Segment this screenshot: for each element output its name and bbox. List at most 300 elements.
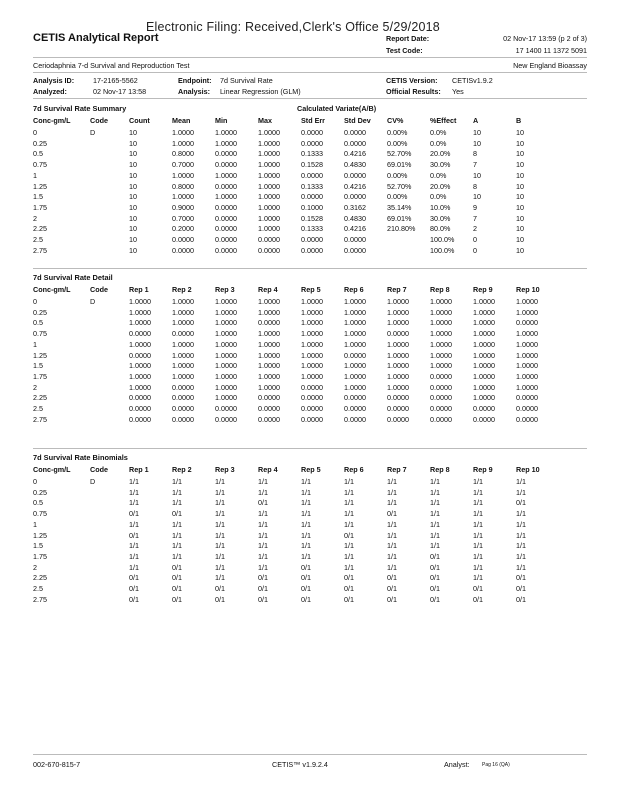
table-cell <box>90 171 129 182</box>
table-cell: 1.0000 <box>258 382 280 392</box>
table-cell: 1.0000 <box>129 307 151 317</box>
table-cell: 30.0% <box>430 213 451 223</box>
table-row <box>33 488 556 499</box>
table-row <box>33 361 556 372</box>
table-cell: 8 <box>473 181 477 191</box>
table-cell: 0/1 <box>430 594 440 604</box>
table-cell: 0.0000 <box>344 138 366 148</box>
table-cell: 0.0000 <box>344 192 366 202</box>
binomials-table <box>33 464 556 605</box>
table-cell: 0 <box>473 245 477 255</box>
column-header: Rep 1 <box>129 465 149 475</box>
table-cell: 1.0000 <box>215 382 237 392</box>
table-cell: 0.00% <box>387 138 408 148</box>
table-cell <box>90 351 129 362</box>
table-cell: 0.0000 <box>215 414 237 424</box>
table-cell: 1/1 <box>215 530 225 540</box>
table-cell: 0.0000 <box>258 318 280 328</box>
table-cell: 2.75 <box>33 414 47 424</box>
table-cell: 1/1 <box>473 530 483 540</box>
table-cell: 1.0000 <box>172 361 194 371</box>
table-row <box>33 128 556 139</box>
table-cell: 1.0000 <box>430 361 452 371</box>
table-cell: 1.0000 <box>129 371 151 381</box>
table-cell: 1/1 <box>430 487 440 497</box>
table-cell: 1/1 <box>344 487 354 497</box>
table-cell: 1.0000 <box>129 297 151 306</box>
table-row <box>33 509 556 520</box>
table-cell: 0.0000 <box>301 235 323 245</box>
column-header: Mean <box>172 116 191 126</box>
table-cell: 10 <box>473 170 481 180</box>
table-cell: 0/1 <box>172 573 182 583</box>
table-cell: 1/1 <box>473 487 483 497</box>
table-cell: 1/1 <box>344 541 354 551</box>
table-cell: 80.0% <box>430 224 451 234</box>
table-row <box>33 584 556 595</box>
table-cell: 1/1 <box>301 530 311 540</box>
table-cell: 10.0% <box>430 202 451 212</box>
table-cell: 0.0% <box>430 128 447 137</box>
table-cell: 0.0000 <box>215 245 237 255</box>
column-header: Rep 4 <box>258 465 278 475</box>
table-cell: 2.75 <box>33 245 47 255</box>
table-cell: 0.0000 <box>344 170 366 180</box>
table-cell: 1/1 <box>344 562 354 572</box>
table-cell: 10 <box>129 202 137 212</box>
table-cell: 0.0% <box>430 138 447 148</box>
table-cell: 2 <box>33 382 37 392</box>
table-cell: 1.0000 <box>473 329 495 339</box>
table-cell: 0.0000 <box>258 245 280 255</box>
column-header: Rep 10 <box>516 465 540 475</box>
table-header-row <box>33 464 556 477</box>
table-cell: 1.0000 <box>258 202 280 212</box>
table-row <box>33 318 556 329</box>
table-cell: 0.7000 <box>172 160 194 170</box>
table-cell <box>90 246 129 257</box>
test-code-label: Test Code: <box>386 46 423 55</box>
table-cell: 0.0000 <box>215 181 237 191</box>
table-cell: 1/1 <box>387 530 397 540</box>
table-cell <box>90 573 129 584</box>
analysis-id-value: 17-2165-5562 <box>93 76 138 85</box>
table-cell: 1/1 <box>215 541 225 551</box>
table-cell: 1/1 <box>387 562 397 572</box>
table-cell: 0.75 <box>33 329 47 339</box>
table-cell: 0.0000 <box>215 202 237 212</box>
divider <box>33 98 587 99</box>
table-cell: 1/1 <box>387 477 397 486</box>
table-cell: 1.0000 <box>258 181 280 191</box>
table-cell: 1/1 <box>473 551 483 561</box>
table-row <box>33 573 556 584</box>
table-cell: 1/1 <box>344 498 354 508</box>
table-cell: 0.0000 <box>301 404 323 414</box>
summary-subtitle: Calculated Variate(A/B) <box>297 104 377 113</box>
table-cell: 0.8000 <box>172 181 194 191</box>
table-cell <box>90 340 129 351</box>
table-cell: 1.0000 <box>516 329 538 339</box>
test-code-value: 17 1400 11 1372 5091 <box>515 46 587 55</box>
table-cell: 0.0000 <box>344 404 366 414</box>
table-cell: 10 <box>129 160 137 170</box>
table-cell: D <box>90 297 96 306</box>
table-cell: 0/1 <box>387 594 397 604</box>
table-cell: 1/1 <box>258 562 268 572</box>
table-cell: 1.0000 <box>301 329 323 339</box>
table-cell: 0/1 <box>301 594 311 604</box>
table-cell <box>90 520 129 531</box>
table-cell: 1.0000 <box>172 307 194 317</box>
table-cell: 1.0000 <box>430 329 452 339</box>
table-cell: 0.25 <box>33 487 47 497</box>
table-cell: 10 <box>129 170 137 180</box>
table-cell: 0.0000 <box>387 393 409 403</box>
table-cell: 1.75 <box>33 202 47 212</box>
table-cell: 10 <box>129 235 137 245</box>
table-cell: 52.70% <box>387 181 412 191</box>
column-header: Conc-gm/L <box>33 285 71 295</box>
table-cell: 0/1 <box>129 530 139 540</box>
column-header: Code <box>90 116 108 126</box>
table-cell: 1.0000 <box>172 339 194 349</box>
table-cell: 0.25 <box>33 138 47 148</box>
table-cell: 7 <box>473 213 477 223</box>
table-cell: 1.0000 <box>129 339 151 349</box>
table-cell: 0 <box>473 235 477 245</box>
table-cell: 1.0000 <box>473 382 495 392</box>
table-cell: 0/1 <box>129 573 139 583</box>
table-cell: 0/1 <box>129 594 139 604</box>
table-cell <box>387 246 430 257</box>
table-cell: 1.0000 <box>473 339 495 349</box>
cetis-version-value: CETISv1.9.2 <box>452 76 493 85</box>
column-header: Rep 7 <box>387 465 407 475</box>
table-cell: 0.0000 <box>301 138 323 148</box>
analysis-id-label: Analysis ID: <box>33 76 75 85</box>
table-cell: 1.0000 <box>387 318 409 328</box>
table-cell <box>90 149 129 160</box>
table-cell: 1.0000 <box>258 192 280 202</box>
table-cell: 0/1 <box>301 573 311 583</box>
table-cell: 0.0000 <box>473 414 495 424</box>
table-cell: 0/1 <box>129 509 139 519</box>
table-cell: 1/1 <box>172 551 182 561</box>
table-cell: 0.0000 <box>172 414 194 424</box>
table-cell: 0.9000 <box>172 202 194 212</box>
table-cell: 1/1 <box>258 519 268 529</box>
divider <box>33 57 587 58</box>
table-cell <box>90 404 129 415</box>
table-cell: 10 <box>129 149 137 159</box>
table-cell: 1/1 <box>129 541 139 551</box>
column-header: Rep 7 <box>387 285 407 295</box>
table-row <box>33 224 556 235</box>
table-row <box>33 477 556 488</box>
table-cell: 1/1 <box>473 541 483 551</box>
table-cell: 1/1 <box>516 562 526 572</box>
table-cell: 0/1 <box>258 594 268 604</box>
table-row <box>33 552 556 563</box>
table-cell: 0.2000 <box>172 224 194 234</box>
table-row <box>33 541 556 552</box>
table-cell: 10 <box>129 128 137 137</box>
table-cell: 0.0000 <box>172 382 194 392</box>
table-cell: 0/1 <box>516 584 526 594</box>
table-row <box>33 297 556 308</box>
table-cell: 1.0000 <box>258 307 280 317</box>
table-cell: 1/1 <box>430 498 440 508</box>
table-cell: 1/1 <box>258 530 268 540</box>
table-cell: 0/1 <box>172 584 182 594</box>
table-cell: 0/1 <box>516 594 526 604</box>
table-cell: 9 <box>473 202 477 212</box>
summary-table <box>33 115 556 256</box>
table-cell: 1.0000 <box>387 371 409 381</box>
table-cell: 0/1 <box>172 562 182 572</box>
table-cell: 1/1 <box>516 541 526 551</box>
table-cell: 1/1 <box>258 477 268 486</box>
table-cell: 1.0000 <box>215 393 237 403</box>
table-cell: 1/1 <box>387 519 397 529</box>
column-header: Code <box>90 285 108 295</box>
table-cell: 1.0000 <box>387 350 409 360</box>
column-header: Rep 8 <box>430 285 450 295</box>
table-cell: 1/1 <box>215 562 225 572</box>
table-cell: 1.0000 <box>129 361 151 371</box>
table-cell: 1/1 <box>258 487 268 497</box>
column-header: Rep 4 <box>258 285 278 295</box>
table-cell: 1.0000 <box>129 382 151 392</box>
table-cell: 10 <box>516 170 524 180</box>
divider <box>33 72 587 73</box>
table-cell: 1.0000 <box>430 307 452 317</box>
cetis-version-label: CETIS Version: <box>386 76 438 85</box>
table-cell: 1/1 <box>129 519 139 529</box>
table-cell: 1.75 <box>33 371 47 381</box>
lab-name: New England Bioassay <box>513 61 587 70</box>
table-cell: 0.0000 <box>172 404 194 414</box>
table-cell: 0 <box>33 128 37 137</box>
column-header: Rep 5 <box>301 285 321 295</box>
table-cell: 0.0000 <box>301 414 323 424</box>
table-cell <box>90 584 129 595</box>
table-cell: 1/1 <box>258 541 268 551</box>
table-cell: 1/1 <box>129 477 139 486</box>
table-cell: 100.0% <box>430 235 455 245</box>
table-cell: 1.0000 <box>387 307 409 317</box>
table-cell: 1.0000 <box>258 128 280 137</box>
table-cell: 0.0000 <box>215 149 237 159</box>
table-cell: 0/1 <box>301 584 311 594</box>
table-cell: 1.0000 <box>344 318 366 328</box>
column-header: Rep 5 <box>301 465 321 475</box>
table-cell: 1/1 <box>129 487 139 497</box>
table-cell: 10 <box>516 192 524 202</box>
table-cell: 10 <box>516 181 524 191</box>
table-cell: 0.0000 <box>430 371 452 381</box>
table-cell: 2 <box>33 562 37 572</box>
table-cell <box>90 372 129 383</box>
table-row <box>33 531 556 542</box>
table-cell: 0 <box>33 297 37 306</box>
table-cell <box>90 329 129 340</box>
table-cell: 1/1 <box>473 562 483 572</box>
table-cell: 7 <box>473 160 477 170</box>
table-cell: 1.0000 <box>387 382 409 392</box>
column-header: Rep 6 <box>344 285 364 295</box>
table-cell: 10 <box>129 181 137 191</box>
table-cell: 1.0000 <box>172 318 194 328</box>
table-cell: 1.0000 <box>258 149 280 159</box>
table-cell: 0.5 <box>33 498 43 508</box>
table-cell: 0/1 <box>430 551 440 561</box>
table-cell: 0/1 <box>344 573 354 583</box>
table-cell: 0.0000 <box>172 393 194 403</box>
table-cell: 2.5 <box>33 235 43 245</box>
table-cell: 1/1 <box>387 487 397 497</box>
table-cell: 0.4216 <box>344 181 366 191</box>
table-cell: 1.5 <box>33 361 43 371</box>
column-header: Rep 2 <box>172 285 192 295</box>
table-cell: 1.0000 <box>344 382 366 392</box>
table-cell: 0.1528 <box>301 160 323 170</box>
endpoint-value: 7d Survival Rate <box>220 76 273 85</box>
table-cell: 0.75 <box>33 160 47 170</box>
table-cell: 10 <box>516 128 524 137</box>
table-cell: 0.0000 <box>516 404 538 414</box>
table-cell: 0/1 <box>215 594 225 604</box>
table-row <box>33 149 556 160</box>
divider <box>33 268 587 269</box>
table-cell: 69.01% <box>387 213 412 223</box>
table-row <box>33 192 556 203</box>
table-cell: 2.5 <box>33 404 43 414</box>
table-cell: 1/1 <box>344 509 354 519</box>
table-cell: 1/1 <box>430 477 440 486</box>
table-cell: 100.0% <box>430 245 455 255</box>
column-header: Conc-gm/L <box>33 116 71 126</box>
table-cell: 1.0000 <box>301 339 323 349</box>
table-cell: 1.25 <box>33 350 47 360</box>
table-cell: 1/1 <box>430 509 440 519</box>
table-cell: 0 <box>33 477 37 486</box>
table-cell: 1.0000 <box>516 371 538 381</box>
report-date-value: 02 Nov-17 13:59 (p 2 of 3) <box>503 34 587 43</box>
table-cell: 10 <box>516 202 524 212</box>
table-cell <box>90 541 129 552</box>
table-cell: 0.0000 <box>215 235 237 245</box>
table-cell: 1/1 <box>215 519 225 529</box>
table-row <box>33 340 556 351</box>
table-cell: 0.1333 <box>301 149 323 159</box>
table-cell: 35.14% <box>387 202 412 212</box>
table-cell: 10 <box>473 192 481 202</box>
column-header: CV% <box>387 116 404 126</box>
table-row <box>33 595 556 606</box>
table-cell: 1/1 <box>129 551 139 561</box>
table-cell: 1.0000 <box>473 307 495 317</box>
table-row <box>33 308 556 319</box>
table-cell: 1 <box>33 519 37 529</box>
table-row <box>33 235 556 246</box>
column-header: Rep 3 <box>215 285 235 295</box>
table-cell: 1.25 <box>33 530 47 540</box>
table-cell: 0.4216 <box>344 149 366 159</box>
table-cell: 0/1 <box>258 498 268 508</box>
table-row <box>33 415 556 426</box>
table-cell: 1.0000 <box>430 318 452 328</box>
footer-page-mark: Pag 16 (QA) <box>482 762 510 768</box>
table-cell: 0/1 <box>258 573 268 583</box>
table-cell: 1.0000 <box>172 128 194 137</box>
summary-title: 7d Survival Rate Summary <box>33 104 127 113</box>
table-cell: 1.75 <box>33 551 47 561</box>
table-cell: 1.0000 <box>344 297 366 306</box>
table-cell <box>90 318 129 329</box>
table-cell: 1.0000 <box>301 361 323 371</box>
table-cell: 1/1 <box>473 573 483 583</box>
table-cell: 0.0000 <box>430 393 452 403</box>
table-cell: 0.0000 <box>301 382 323 392</box>
column-header: Count <box>129 116 150 126</box>
analyzed-value: 02 Nov-17 13:58 <box>93 87 147 96</box>
detail-table <box>33 284 556 425</box>
table-cell: 1.0000 <box>258 138 280 148</box>
column-header: Rep 3 <box>215 465 235 475</box>
column-header: Conc-gm/L <box>33 465 71 475</box>
table-cell: 2.75 <box>33 594 47 604</box>
table-cell: 1/1 <box>301 487 311 497</box>
table-cell: 1.0000 <box>258 371 280 381</box>
table-cell: 1.25 <box>33 181 47 191</box>
table-cell: 1.0000 <box>430 339 452 349</box>
table-cell: 10 <box>516 138 524 148</box>
binomials-title: 7d Survival Rate Binomials <box>33 453 128 462</box>
table-cell: 1 <box>33 339 37 349</box>
table-row <box>33 498 556 509</box>
table-cell: 0.0000 <box>215 160 237 170</box>
table-cell: 1.0000 <box>258 160 280 170</box>
table-cell: 0.0000 <box>516 318 538 328</box>
table-cell: 10 <box>129 138 137 148</box>
table-cell: 0.1333 <box>301 181 323 191</box>
table-cell: 1.0000 <box>344 361 366 371</box>
table-cell: 0.0000 <box>344 128 366 137</box>
table-cell: 1.0000 <box>215 361 237 371</box>
table-cell: 1/1 <box>129 498 139 508</box>
table-cell: 1.0000 <box>301 350 323 360</box>
table-cell: 0.0000 <box>172 235 194 245</box>
table-cell <box>90 393 129 404</box>
table-cell: 2.25 <box>33 393 47 403</box>
table-cell: 1.0000 <box>215 307 237 317</box>
table-cell: 1/1 <box>301 498 311 508</box>
table-cell: 0/1 <box>516 573 526 583</box>
column-header: Std Err <box>301 116 325 126</box>
table-cell: 0.0000 <box>430 414 452 424</box>
table-cell: 2.5 <box>33 584 43 594</box>
table-cell: 0.0000 <box>258 404 280 414</box>
official-results-value: Yes <box>452 87 464 96</box>
table-cell: 0.0000 <box>129 329 151 339</box>
table-cell: 1/1 <box>301 541 311 551</box>
table-cell: 0.0000 <box>301 192 323 202</box>
table-cell: 1/1 <box>301 551 311 561</box>
table-cell: 69.01% <box>387 160 412 170</box>
table-cell: 1.0000 <box>129 318 151 328</box>
